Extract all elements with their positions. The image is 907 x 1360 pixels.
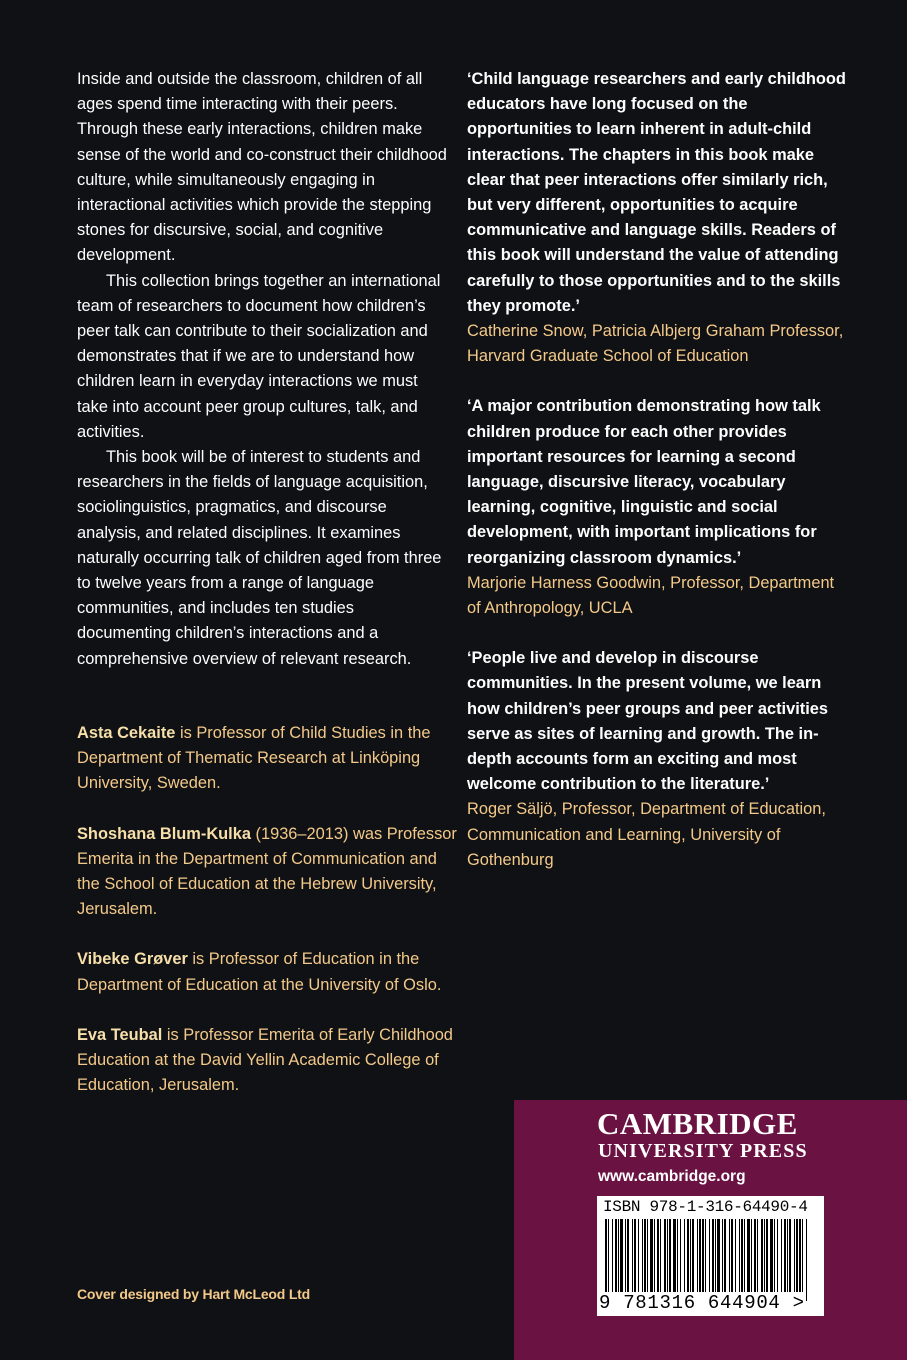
endorsement <box>467 394 847 621</box>
endorsement-text: ‘A major contribution demonstrating how talk children produce for each other provides important resources for learning a second language, discursive literacy, vocabulary learning, cognitive, linguistic and social development, with important implications for reorganizing classroom dynamics.’ <box>467 397 821 567</box>
endorsement <box>467 646 847 873</box>
author-bio <box>77 721 457 797</box>
endorsement-source: Catherine Snow, Patricia Albjerg Graham Professor, Harvard Graduate School of Education <box>467 322 844 366</box>
isbn-label: ISBN 978-1-316-64490-4 <box>603 1198 808 1216</box>
author-bio <box>77 1023 457 1099</box>
author-bio-text: (1936–2013) was Professor Emerita in the Department of Communication and the School of Education at the Hebrew University, Jerusalem. <box>77 824 457 919</box>
barcode-bars-icon <box>603 1219 817 1301</box>
endorsement-source: Roger Säljö, Professor, Department of Education, Communication and Learning, University of Gothenburg <box>467 800 826 869</box>
publisher-website: www.cambridge.org <box>598 1168 746 1185</box>
author-bios <box>77 721 457 1123</box>
endorsement <box>467 67 847 369</box>
author-name: Shoshana Blum-Kulka <box>77 824 251 843</box>
barcode <box>597 1196 824 1316</box>
publisher-subname: UNIVERSITY PRESS <box>598 1140 808 1162</box>
cover-credit: Cover designed by Hart McLeod Ltd <box>77 1286 310 1302</box>
blurb-paragraph-3: This book will be of interest to students and researchers in the fields of language acquisition, sociolinguistics, pragmatics, and discourse analysis, and related disciplines. It examines naturally occurring talk of children aged from three to twelve years from a range of language communities, and includes ten studies documenting children’s interactions and a comprehensive overview of relevant research. <box>77 448 442 668</box>
publisher-box <box>514 1100 907 1360</box>
author-bio-text: is Professor of Education in the Department of Education at the University of Oslo. <box>77 950 442 994</box>
blurb-paragraph-2: This collection brings together an international team of researchers to document how children’s peer talk can contribute to their socialization and demonstrates that if we are to understand how children learn in everyday interactions we must take into account peer group cultures, talk, and activities. <box>77 271 441 441</box>
blurb-paragraph-1: Inside and outside the classroom, children of all ages spend time interacting with their peers. Through these early interactions, children make sense of the world and co-construct their childhood culture, while simultaneously engaging in interactional activities which provide the stepping stones for discursive, social, and cognitive development. <box>77 70 447 265</box>
author-bio <box>77 822 457 923</box>
publisher-name: CAMBRIDGE <box>597 1106 798 1141</box>
endorsement-text: ‘Child language researchers and early childhood educators have long focused on the opportunities to learn inherent in adult-child interactions. The chapters in this book make clear that peer interactions offer similarly rich, but very different, opportunities to acquire communicative and language skills. Readers of this book will understand the value of attending carefully to those opportunities and to the skills they promote.’ <box>467 70 846 315</box>
author-name: Asta Cekaite <box>77 724 176 742</box>
endorsements <box>467 67 847 898</box>
author-bio <box>77 947 457 997</box>
barcode-digits: 9 781316 644904 > <box>599 1292 805 1314</box>
endorsement-source: Marjorie Harness Goodwin, Professor, Department of Anthropology, UCLA <box>467 573 835 618</box>
author-bio-text: is Professor Emerita of Early Childhood Education at the David Yellin Academic College of Education, Jerusalem. <box>77 1025 453 1095</box>
author-bio-text: is Professor of Child Studies in the Department of Thematic Research at Linköping University, Sweden. <box>77 724 431 793</box>
author-name: Vibeke Grøver <box>77 950 188 969</box>
blurb <box>77 67 447 672</box>
author-name: Eva Teubal <box>77 1025 163 1044</box>
endorsement-text: ‘People live and develop in discourse communities. In the present volume, we learn how children’s peer groups and peer activities serve as sites of learning and growth. The in-depth accounts form an exciting and most welcome contribution to the literature.’ <box>467 649 828 794</box>
